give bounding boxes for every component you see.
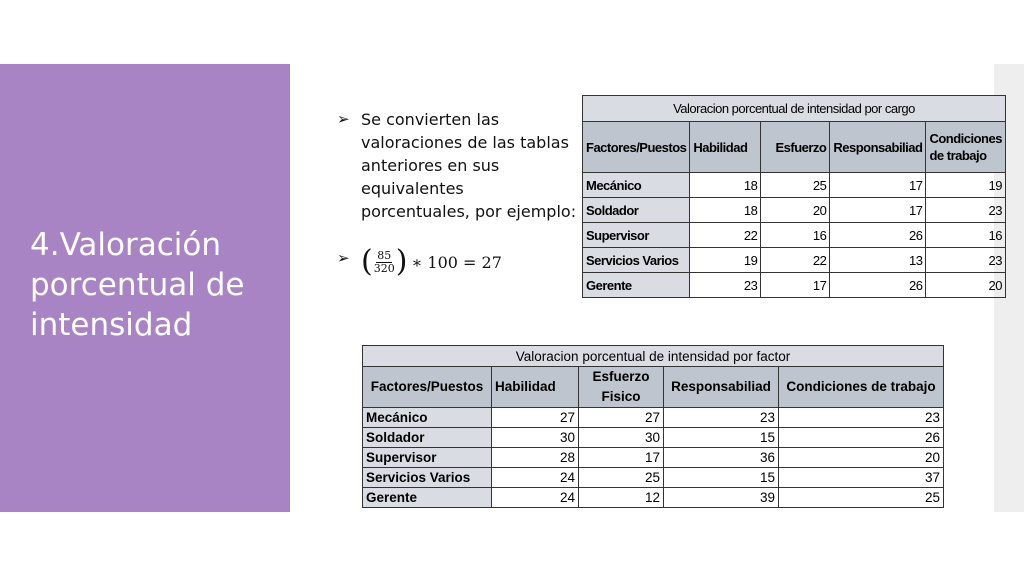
row-label: Soldador [363, 428, 492, 448]
header-responsabilidad: Responsabiliad [830, 122, 926, 173]
table-caption: Valoracion porcentual de intensidad por cargo [583, 96, 1006, 122]
header-factores: Factores/Puestos [583, 122, 690, 173]
cell-value: 19 [926, 173, 1006, 198]
cell-value: 16 [761, 223, 830, 248]
cell-value: 25 [761, 173, 830, 198]
fraction-numerator: 85 [377, 248, 392, 262]
table-row [583, 223, 1006, 248]
arrow-bullet-icon: ➢ [337, 110, 350, 128]
cell-value: 15 [664, 428, 779, 448]
cell-value: 25 [579, 468, 664, 488]
row-label: Mecánico [583, 173, 690, 198]
fraction [374, 250, 395, 275]
bullet-item-formula [337, 244, 577, 279]
row-label: Servicios Varios [583, 248, 690, 273]
cell-value: 30 [492, 428, 579, 448]
cell-value: 39 [664, 488, 779, 508]
header-responsabilidad: Responsabiliad [664, 367, 779, 408]
cell-value: 23 [926, 248, 1006, 273]
table-intensity-by-cargo [582, 95, 1006, 298]
cell-value: 23 [779, 408, 944, 428]
cell-value: 20 [926, 273, 1006, 298]
cell-value: 28 [492, 448, 579, 468]
cell-value: 23 [690, 273, 761, 298]
cell-value: 26 [830, 223, 926, 248]
header-condiciones: Condiciones de trabajo [779, 367, 944, 408]
header-factores: Factores/Puestos [363, 367, 492, 408]
cell-value: 17 [761, 273, 830, 298]
row-label: Supervisor [363, 448, 492, 468]
cell-value: 26 [830, 273, 926, 298]
table-row [583, 248, 1006, 273]
arrow-bullet-icon: ➢ [337, 249, 350, 267]
row-label: Gerente [583, 273, 690, 298]
cell-value: 13 [830, 248, 926, 273]
table-row [363, 448, 944, 468]
fraction-denominator: 320 [373, 261, 395, 275]
formula [361, 244, 502, 279]
table-row [583, 273, 1006, 298]
cell-value: 19 [690, 248, 761, 273]
table-intensity-by-factor [362, 345, 944, 508]
header-condiciones: Condiciones de trabajo [926, 122, 1006, 173]
table-row [363, 468, 944, 488]
header-esfuerzo-fisico: Esfuerzo Fisico [579, 367, 664, 408]
row-label: Mecánico [363, 408, 492, 428]
cell-value: 23 [926, 198, 1006, 223]
cell-value: 20 [761, 198, 830, 223]
cell-value: 20 [779, 448, 944, 468]
cell-value: 22 [761, 248, 830, 273]
table-row [583, 198, 1006, 223]
cell-value: 36 [664, 448, 779, 468]
cell-value: 24 [492, 488, 579, 508]
cell-value: 26 [779, 428, 944, 448]
row-label: Supervisor [583, 223, 690, 248]
cell-value: 25 [779, 488, 944, 508]
row-label: Gerente [363, 488, 492, 508]
left-paren: ( [361, 244, 373, 279]
cell-value: 17 [830, 173, 926, 198]
table-caption: Valoracion porcentual de intensidad por factor [363, 346, 944, 367]
cell-value: 27 [579, 408, 664, 428]
right-paren: ) [395, 244, 408, 279]
cell-value: 24 [492, 468, 579, 488]
cell-value: 18 [690, 173, 761, 198]
cell-value: 22 [690, 223, 761, 248]
cell-value: 18 [690, 198, 761, 223]
table-row [363, 408, 944, 428]
cell-value: 23 [664, 408, 779, 428]
header-habilidad: Habilidad [690, 122, 761, 173]
slide-title: 4.Valoración porcentual de intensidad [30, 227, 245, 343]
row-label: Servicios Varios [363, 468, 492, 488]
cell-value: 16 [926, 223, 1006, 248]
row-label: Soldador [583, 198, 690, 223]
cell-value: 37 [779, 468, 944, 488]
cell-value: 17 [830, 198, 926, 223]
table-row [583, 173, 1006, 198]
cell-value: 17 [579, 448, 664, 468]
bullet-list [337, 108, 577, 277]
header-habilidad: Habilidad [492, 367, 579, 408]
bullet-text: Se convierten las valoraciones de las tablas anteriores en sus equivalentes porcentuales, por ejemplo: [361, 110, 577, 221]
table-row [363, 488, 944, 508]
table-row [363, 428, 944, 448]
cell-value: 30 [579, 428, 664, 448]
header-esfuerzo: Esfuerzo [761, 122, 830, 173]
bullet-item [337, 108, 577, 223]
cell-value: 12 [579, 488, 664, 508]
formula-rest: ∗ 100 = 27 [411, 252, 502, 272]
cell-value: 27 [492, 408, 579, 428]
cell-value: 15 [664, 468, 779, 488]
